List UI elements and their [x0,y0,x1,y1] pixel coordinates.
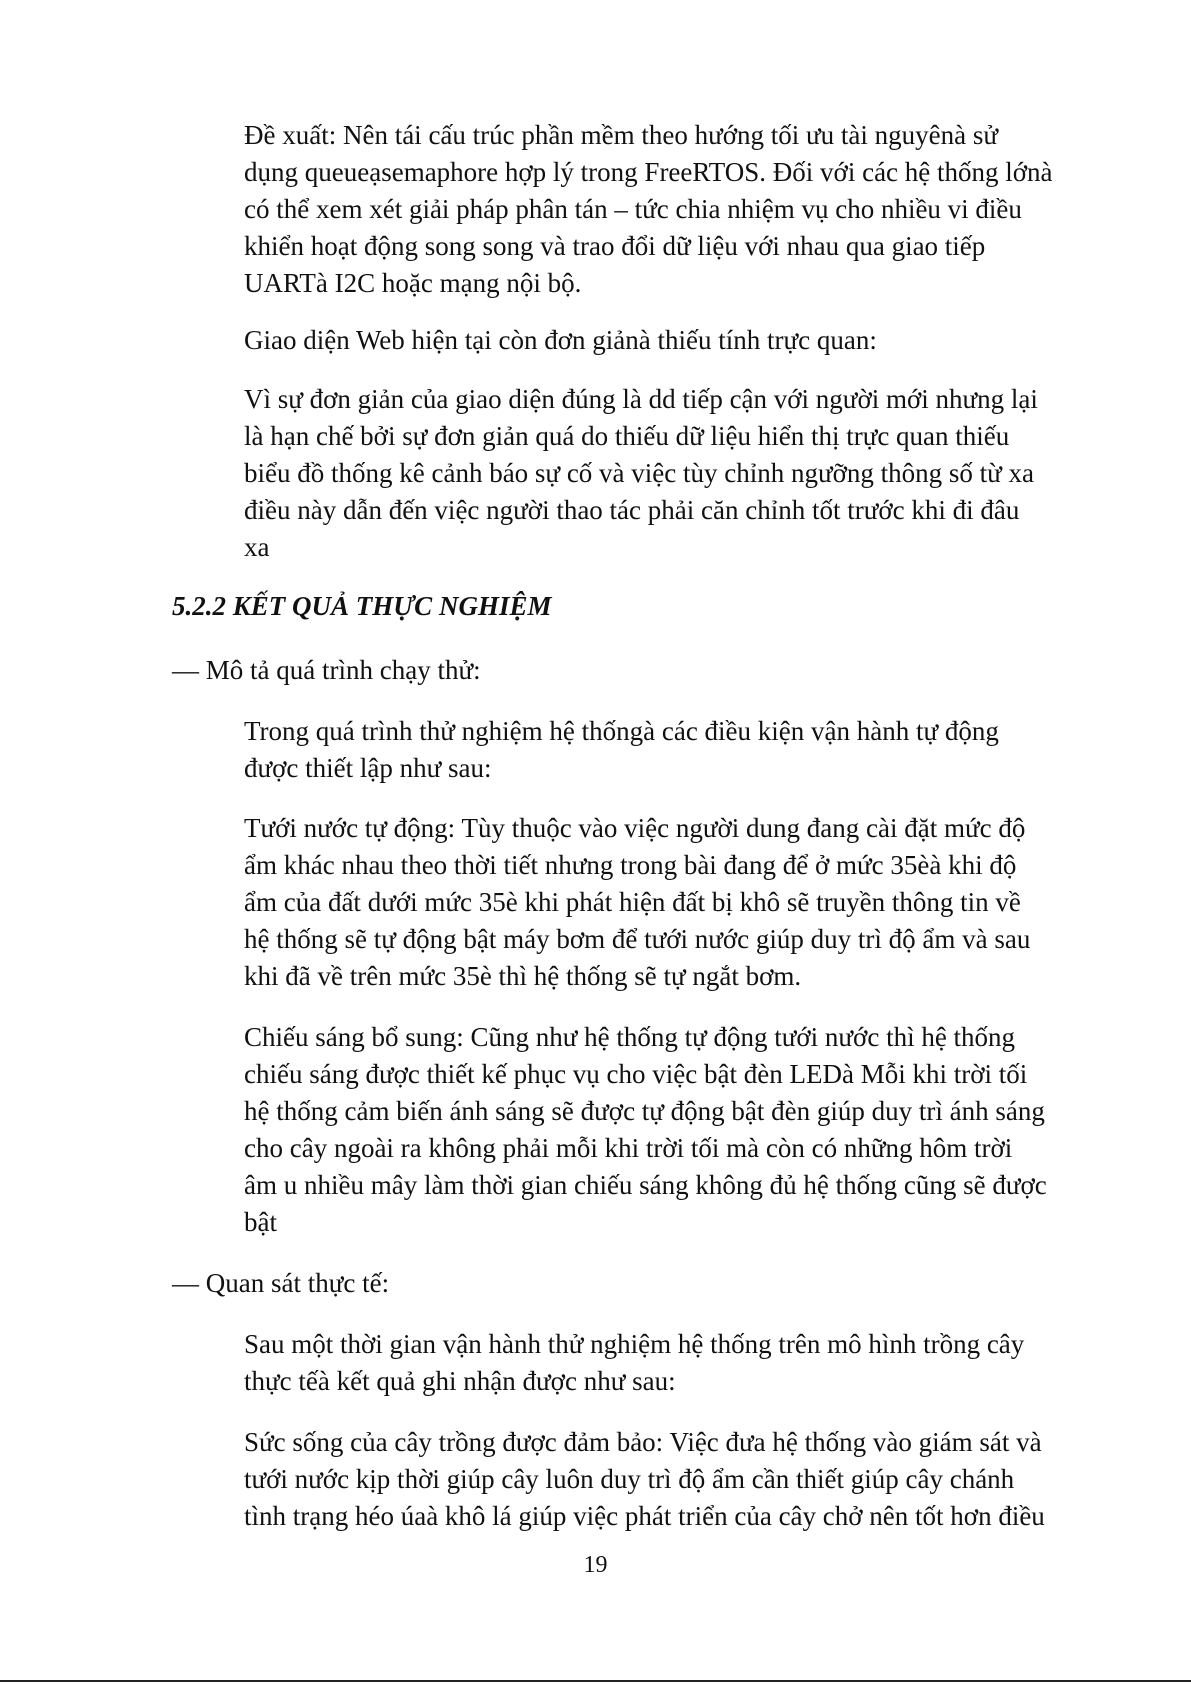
paragraph-web-ui-limit [244,322,1104,359]
section-heading-text: 5.2.2 KẾT QUẢ THỰC NGHIỆM [172,591,552,621]
text-line: tình trạng héo úaà khô lá giúp việc phát triển của cây chở nên tốt hơn điều [244,1501,1045,1531]
text-line: thực tếà kết quả ghi nhận được như sau: [244,1366,676,1396]
footer-divider [0,1680,1191,1682]
page-number: 19 [583,1552,608,1578]
paragraph-plant-vitality [244,1424,1104,1535]
text-line: chiếu sáng được thiết kế phục vụ cho việc bật đèn LEDà Mỗi khi trời tối [244,1059,1028,1089]
dash-item-trial-run [172,652,481,689]
text-line: khiển hoạt động song song và trao đổi dữ liệu với nhau qua giao tiếp [244,231,986,261]
text-line: Tưới nước tự động: Tùy thuộc vào việc người dung đang cài đặt mức độ [244,813,1026,843]
text-line: Sau một thời gian vận hành thử nghiệm hệ thống trên mô hình trồng cây [244,1329,1025,1359]
text-line: Vì sự đơn giản của giao diện đúng là dd tiếp cận với người mới nhưng lại [244,384,1038,414]
paragraph-observation-intro [244,1326,1104,1400]
text-line: điều này dẫn đến việc người thao tác phải căn chỉnh tốt trước khi đi đâu [244,495,1020,525]
text-line: Giao diện Web hiện tại còn đơn giảnà thiếu tính trực quan: [244,325,877,355]
text-line: khi đã về trên mức 35è thì hệ thống sẽ tự ngắt bơm. [244,961,802,991]
dash-item-observation [172,1265,389,1302]
text-line: là hạn chế bởi sự đơn giản quá do thiếu dữ liệu hiển thị trực quan thiếu [244,421,1010,451]
text-line: cho cây ngoài ra không phải mỗi khi trời tối mà còn có những hôm trời [244,1133,1013,1163]
paragraph-supplemental-lighting [244,1019,1104,1241]
text-line: hệ thống sẽ tự động bật máy bơm để tưới nước giúp duy trì độ ẩm và sau [244,924,1031,954]
text-line: — Mô tả quá trình chạy thử: [172,655,481,685]
paragraph-auto-watering [244,810,1104,995]
text-line: ẩm khác nhau theo thời tiết nhưng trong bài đang để ở mức 35èà khi độ [244,850,1017,880]
text-line: bật [244,1207,277,1237]
text-line: tưới nước kịp thời giúp cây luôn duy trì độ ẩm cần thiết giúp cây chánh [244,1464,1015,1494]
text-line: âm u nhiều mây làm thời gian chiếu sáng không đủ hệ thống cũng sẽ được [244,1170,1047,1200]
text-line: dụng queueạsemaphore hợp lý trong FreeRTOS. Đối với các hệ thống lớnà [244,157,1053,187]
text-line: Đề xuất: Nên tái cấu trúc phần mềm theo hướng tối ưu tài nguyênà sử [244,120,998,150]
paragraph-trial-intro [244,713,1104,787]
text-line: được thiết lập như sau: [244,753,492,783]
paragraph-web-ui-detail [244,381,1104,566]
text-line: Chiếu sáng bổ sung: Cũng như hệ thống tự động tưới nước thì hệ thống [244,1022,1016,1052]
text-line: biểu đồ thống kê cảnh báo sự cố và việc tùy chỉnh ngưỡng thông số từ xa [244,458,1035,488]
text-line: UARTà I2C hoặc mạng nội bộ. [244,268,582,298]
text-line: Trong quá trình thử nghiệm hệ thốngà các điều kiện vận hành tự động [244,716,999,746]
text-line: hệ thống cảm biến ánh sáng sẽ được tự động bật đèn giúp duy trì ánh sáng [244,1096,1045,1126]
text-line: xa [244,532,270,562]
text-line: Sức sống của cây trồng được đảm bảo: Việc đưa hệ thống vào giám sát và [244,1427,1042,1457]
paragraph-proposal [244,117,1104,302]
text-line: — Quan sát thực tế: [172,1268,390,1298]
text-line: có thể xem xét giải pháp phân tán – tức chia nhiệm vụ cho nhiều vi điều [244,194,1022,224]
section-heading [172,588,551,625]
text-line: ẩm của đất dưới mức 35è khi phát hiện đất bị khô sẽ truyền thông tin về [244,887,1021,917]
